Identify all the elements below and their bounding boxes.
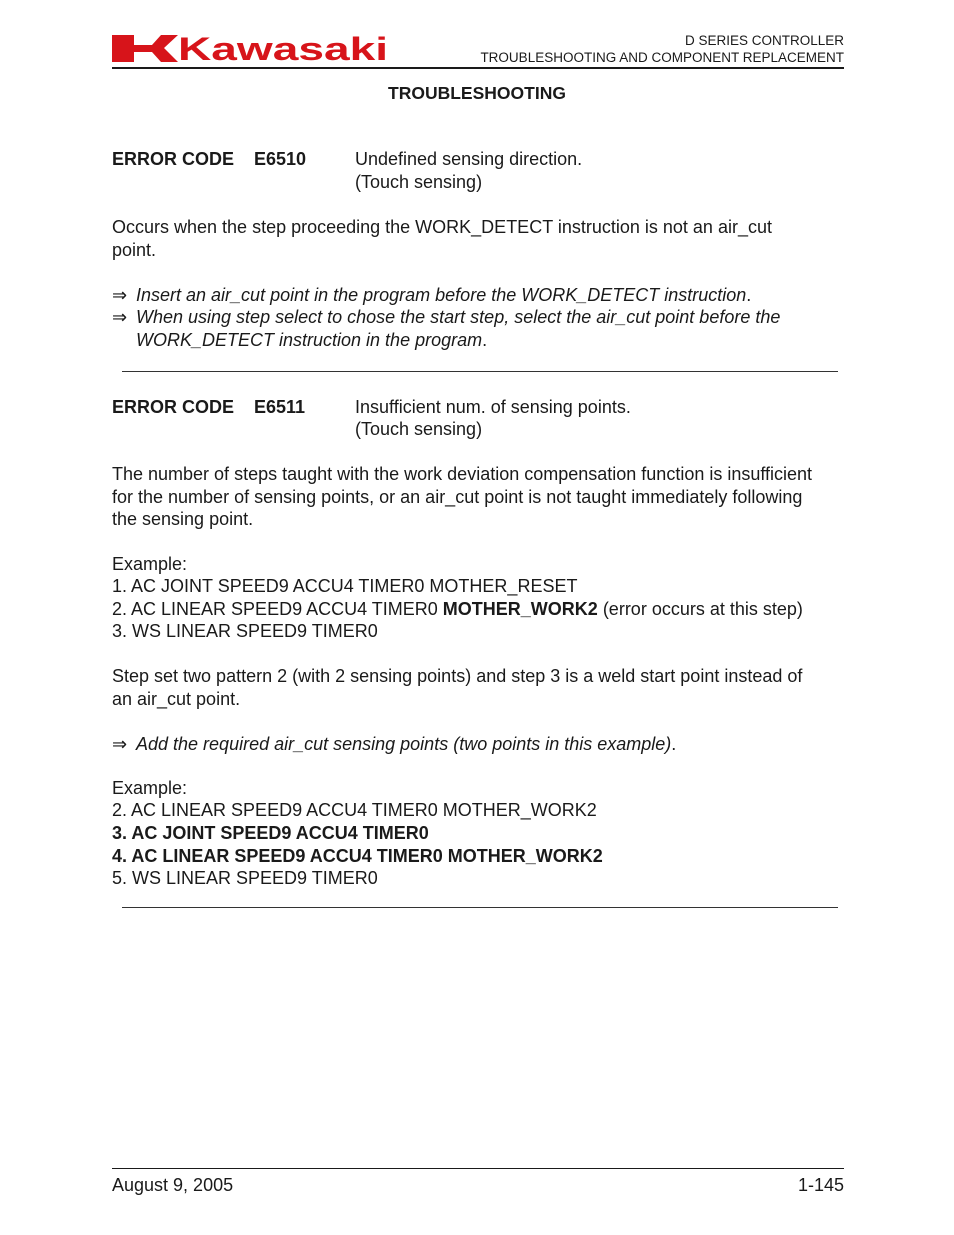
page-number: 1-145 [797,1175,844,1195]
footer-divider [112,1168,844,1169]
header-series: D SERIES CONTROLLER [684,33,844,48]
error-category: (Touch sensing) [355,172,483,192]
error-description: Undefined sensing direction. [355,149,583,169]
paragraph-line: the sensing point. [112,509,254,529]
remedy-text: WORK_DETECT instruction in the program [136,330,483,350]
kawasaki-river-mark-icon [112,35,178,62]
example-line [112,598,803,621]
remedy-period: . [671,734,677,754]
error-category: (Touch sensing) [355,419,483,439]
paragraph-line: Occurs when the step proceeding the WORK_DETECT instruction is not an air_cut [112,217,772,237]
example-label: Example: [112,778,188,798]
remedy-period: . [746,285,752,305]
kawasaki-logo [112,30,392,66]
error-code-label: ERROR CODE [112,149,235,169]
example-label: Example: [112,554,188,574]
remedy-text: Add the required air_cut sensing points (two points in this example) [136,734,672,754]
document-header [480,33,844,66]
header-chapter: TROUBLESHOOTING AND COMPONENT REPLACEMENT [480,49,844,65]
implies-arrow-icon: ⇒ [112,285,128,305]
remedy-text: Insert an air_cut point in the program before the WORK_DETECT instruction [136,285,747,305]
example-line-added: 4. AC LINEAR SPEED9 ACCU4 TIMER0 MOTHER_WORK2 [112,846,603,866]
example-highlight: MOTHER_WORK2 [442,599,598,619]
example-line: 2. AC LINEAR SPEED9 ACCU4 TIMER0 MOTHER_WORK2 [112,800,597,820]
example-line-added: 3. AC JOINT SPEED9 ACCU4 TIMER0 [112,823,429,843]
remedy-item-continued [136,329,487,352]
example-line-text: 2. AC LINEAR SPEED9 ACCU4 TIMER0 [112,599,443,619]
paragraph-line: The number of steps taught with the work deviation compensation function is insufficient [112,464,813,484]
example-line: 1. AC JOINT SPEED9 ACCU4 TIMER0 MOTHER_RESET [112,576,578,596]
section-separator [122,907,838,908]
paragraph-line: Step set two pattern 2 (with 2 sensing points) and step 3 is a weld start point instead of [112,666,803,686]
error-description: Insufficient num. of sensing points. [355,397,631,417]
implies-arrow-icon: ⇒ [112,734,128,754]
example-note: (error occurs at this step) [597,599,803,619]
error-code-e6510: E6510 [254,149,307,169]
implies-arrow-icon: ⇒ [112,307,128,327]
section-separator [122,371,838,372]
kawasaki-wordmark: Kawasaki [178,31,388,66]
paragraph-line: an air_cut point. [112,689,241,709]
header-divider [112,67,844,69]
remedy-item [112,306,780,329]
remedy-period: . [482,330,488,350]
example-line: 5. WS LINEAR SPEED9 TIMER0 [112,868,378,888]
remedy-text: When using step select to chose the start step, select the air_cut point before the [136,307,781,327]
paragraph-line: point. [112,240,157,260]
remedy-item [112,733,676,756]
remedy-item [112,284,751,307]
paragraph-line: for the number of sensing points, or an air_cut point is not taught immediately following [112,487,803,507]
example-line: 3. WS LINEAR SPEED9 TIMER0 [112,621,378,641]
error-code-e6511: E6511 [254,397,306,417]
section-title: TROUBLESHOOTING [388,83,566,103]
error-code-label: ERROR CODE [112,397,235,417]
footer-date: August 9, 2005 [112,1175,234,1195]
